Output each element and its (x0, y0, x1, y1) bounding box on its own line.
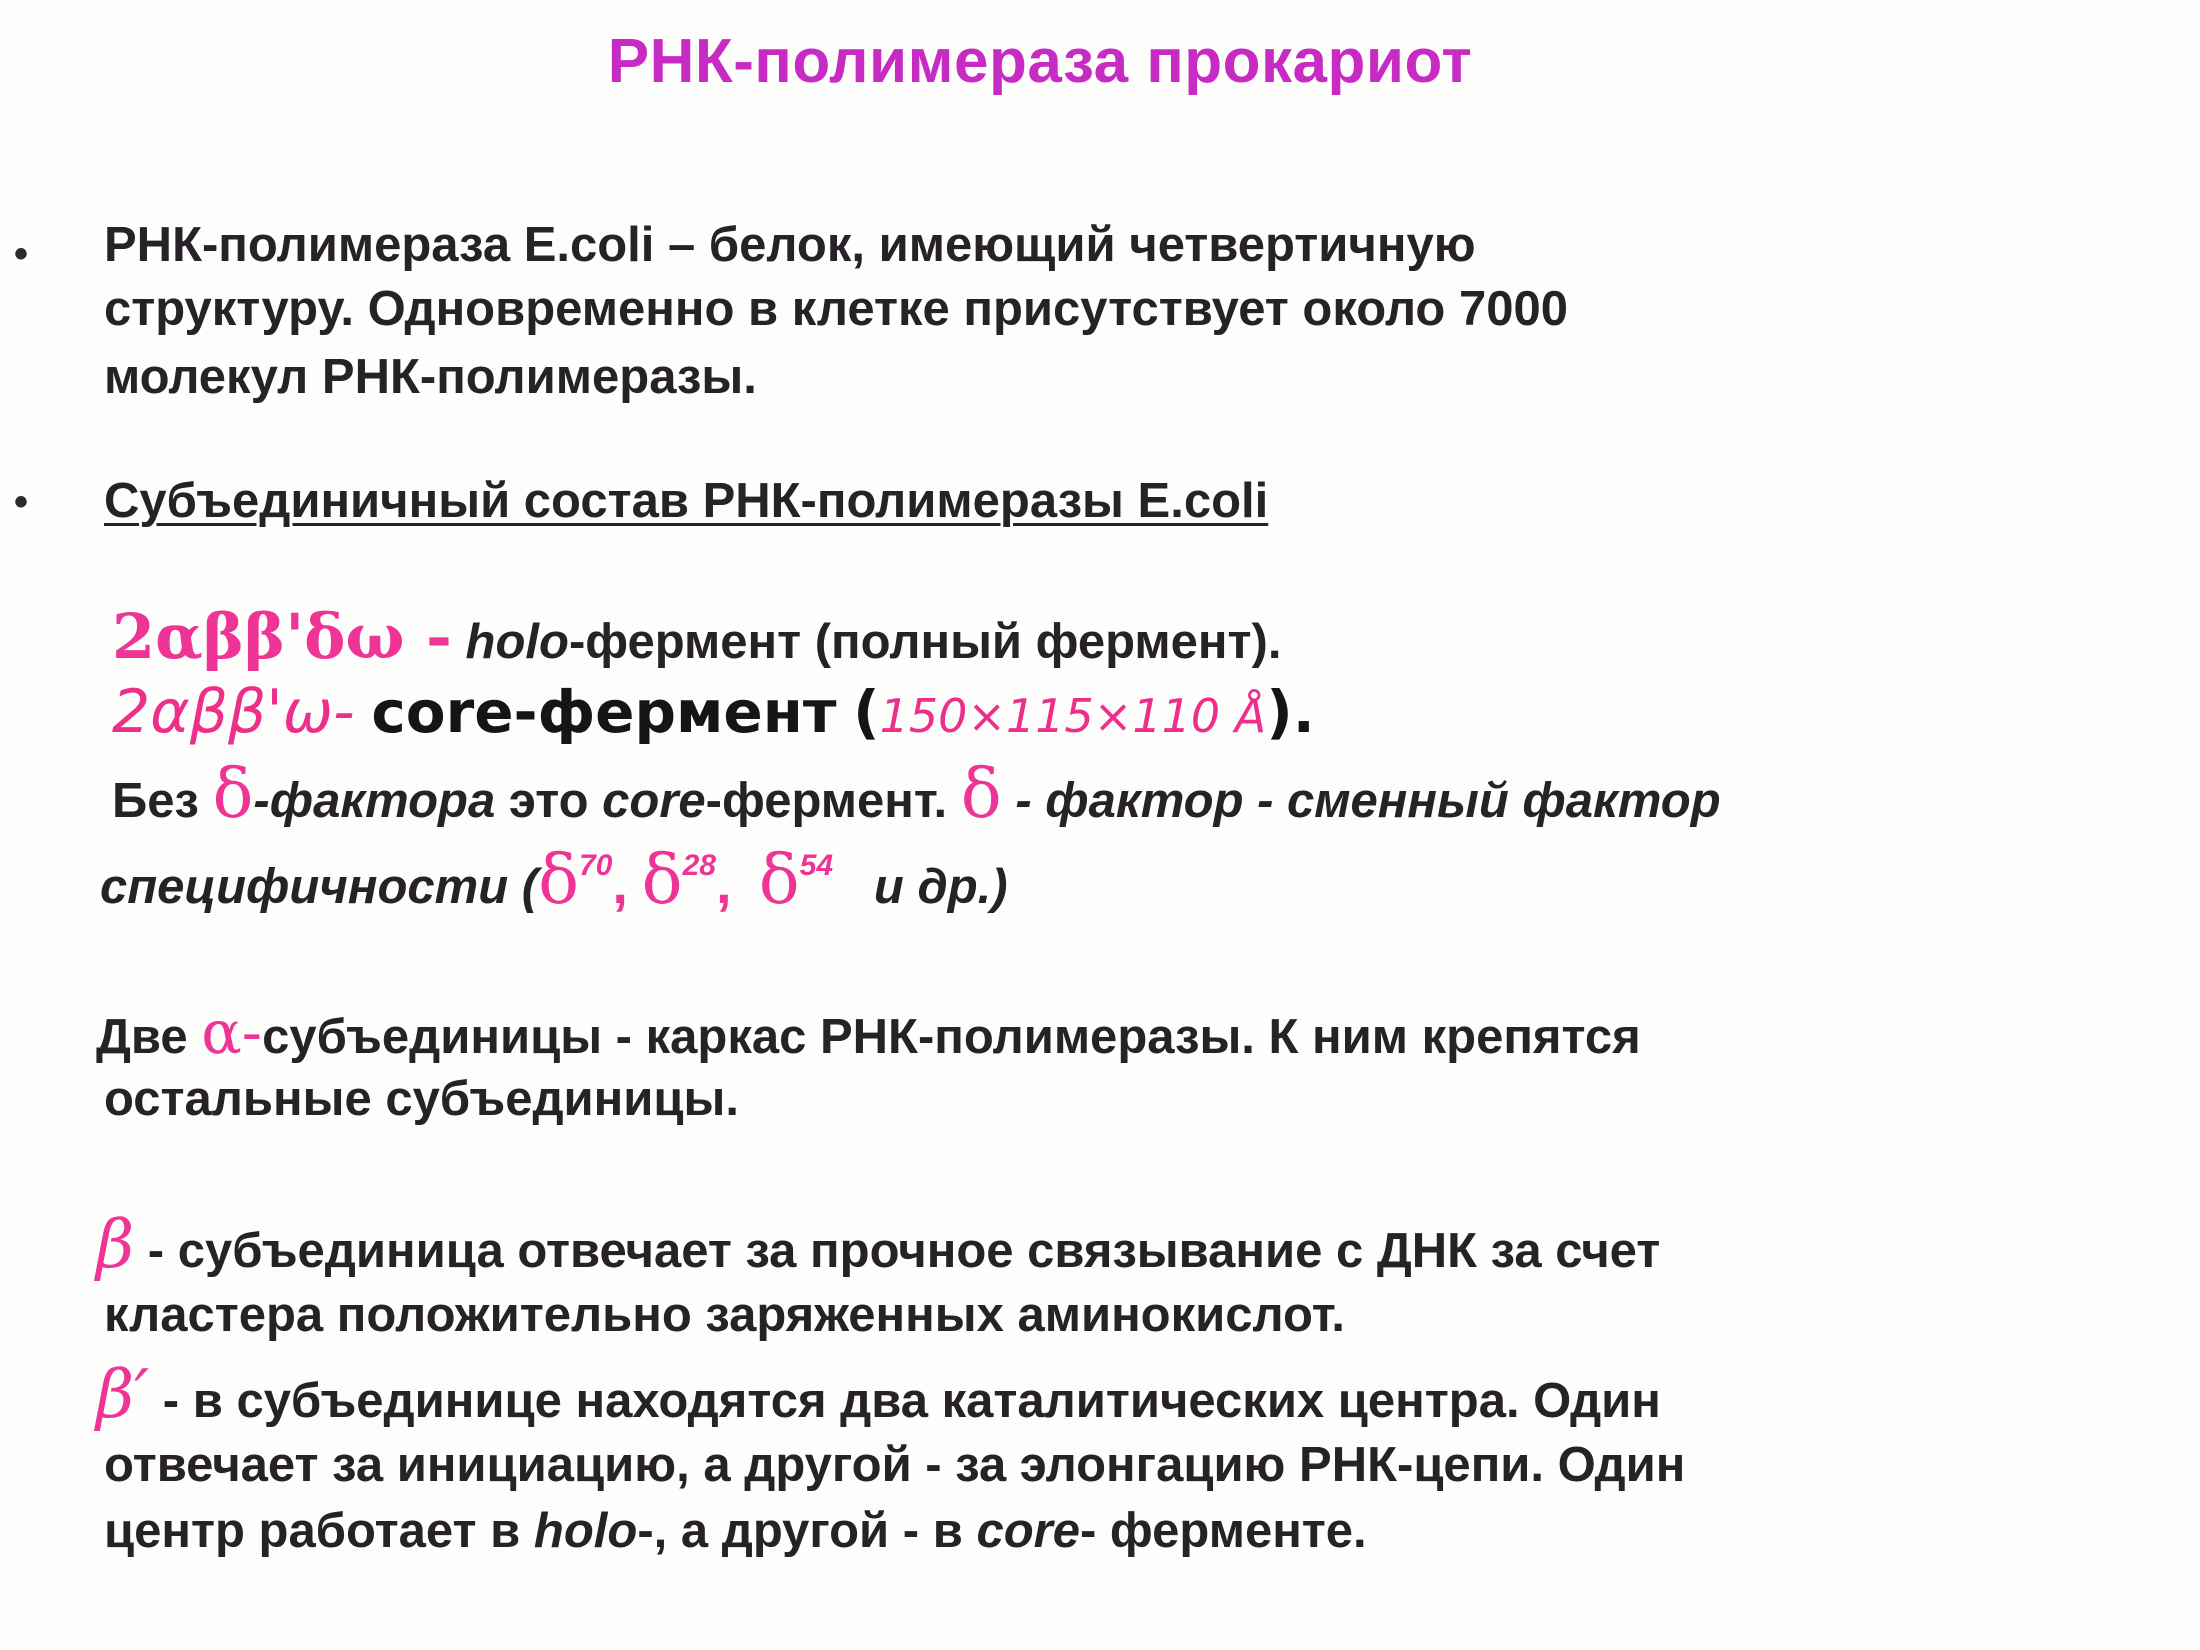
text-specificity: специфичности ( (100, 860, 539, 914)
text-etc: и др.) (873, 860, 1008, 914)
delta-symbol-2: δ (960, 755, 1002, 834)
text-dve: Две (96, 1010, 188, 1064)
core-word-hand: core-фермент (371, 678, 837, 746)
holo-word: holo (465, 615, 569, 669)
holo-rest: -фермент (полный фермент). (568, 615, 1282, 669)
delta-line1 (112, 755, 1721, 834)
comma-2: , (715, 852, 732, 915)
text-bez: Без (112, 774, 199, 828)
sigma28-symbol: δ (641, 841, 683, 920)
delta-line2 (100, 841, 1008, 927)
beta-symbol: β (96, 1206, 135, 1283)
slide-title: РНК-полимераза прокариот (607, 27, 1473, 96)
bullet-dot: • (14, 480, 29, 524)
text-eto: это (508, 774, 589, 828)
sigma70-sup: 70 (579, 849, 613, 882)
alpha-line2: остальные субъединицы. (104, 1072, 739, 1126)
betaprime-core: core (976, 1504, 1080, 1558)
paren-open: ( (853, 678, 880, 746)
bullet1-line1: РНК-полимераза E.coli – белок, имеющий четвертичную (104, 218, 1476, 272)
core-dimensions: 150×115×110 Å (879, 689, 1267, 743)
alpha-symbol: α- (201, 998, 263, 1068)
paren-close: ). (1266, 678, 1315, 746)
betaprime-line2: отвечает за инициацию, а другой - за элонгацию РНК-цепи. Один (104, 1438, 1686, 1492)
holo-line (112, 600, 1282, 675)
holo-formula: 2αββ'δω - (112, 600, 452, 673)
sigma54-symbol: δ (758, 841, 800, 920)
bullet-dot: • (14, 232, 29, 276)
sigma70-symbol: δ (538, 841, 580, 920)
sigma54-sup: 54 (799, 849, 834, 882)
beta-line1 (96, 1206, 1661, 1284)
comma-1: , (612, 852, 628, 915)
betaprime-text-3b: -, а другой - в (637, 1504, 963, 1558)
betaprime-text-1: - в субъединице находятся два каталитических центра. Один (162, 1374, 1661, 1428)
betaprime-holo: holo (533, 1504, 638, 1558)
beta-text-1: - субъединица отвечает за прочное связывание с ДНК за счет (147, 1224, 1661, 1278)
betaprime-text-3c: - ферменте. (1080, 1504, 1367, 1558)
delta-symbol: δ (212, 755, 254, 834)
bullet2-heading: Субъединичный состав РНК-полимеразы E.coli (104, 474, 1269, 528)
text-core: core (602, 774, 706, 828)
bullet1-line3: молекул РНК-полимеразы. (104, 350, 757, 404)
text-factor-tail: - фактор - сменный фактор (1015, 774, 1721, 828)
betaprime-text-3a: центр работает в (104, 1504, 521, 1558)
text-ferment: -фермент. (705, 774, 948, 828)
text-factor: -фактора (253, 774, 496, 828)
bullet1-line2: структуру. Одновременно в клетке присутствует около 7000 (104, 282, 1568, 336)
alpha-rest: субъединицы - каркас РНК-полимеразы. К ним крепятся (262, 1010, 1641, 1064)
betaprime-line3 (104, 1498, 1367, 1564)
core-formula-hand: 2αββ'ω- (112, 677, 355, 747)
betaprime-line1 (96, 1356, 1661, 1434)
alpha-line1 (96, 1000, 1641, 1070)
beta-line2: кластера положительно заряженных аминокислот. (104, 1288, 1346, 1342)
core-handwritten-line (112, 672, 1315, 756)
sigma28-sup: 28 (682, 849, 716, 882)
beta-prime-symbol: β′ (96, 1356, 150, 1433)
